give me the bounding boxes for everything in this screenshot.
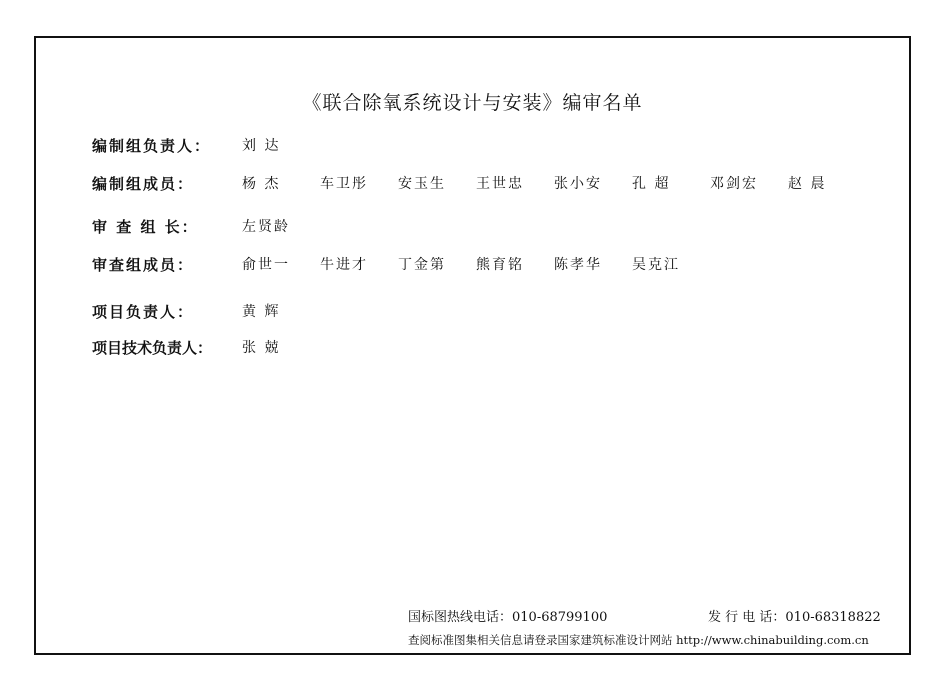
names-list: [242, 254, 710, 274]
names-list: [242, 301, 320, 321]
person-name: 丁金第: [398, 257, 446, 273]
person-name: 左贤龄: [242, 219, 290, 235]
person-name: 赵 晨: [788, 176, 827, 192]
person-name: 陈孝华: [554, 257, 602, 273]
role-label: 项目技术负责人：: [92, 338, 213, 357]
names-list: [242, 135, 320, 155]
page-frame: [34, 36, 911, 655]
row-editors: [92, 172, 866, 194]
person-name: 安玉生: [398, 176, 446, 192]
person-name: 吴克江: [632, 257, 680, 273]
person-name: 杨 杰: [242, 176, 281, 192]
row-review-leader: [92, 215, 320, 237]
person-name: 刘 达: [242, 138, 281, 154]
row-reviewers: [92, 253, 710, 275]
person-name: 张小安: [554, 176, 602, 192]
footer-phones: [408, 606, 881, 625]
person-name: 张 兢: [242, 340, 281, 356]
row-project-lead: [92, 300, 320, 322]
person-name: 孔 超: [632, 176, 671, 192]
role-label: 审 查 组 长：: [92, 217, 199, 236]
row-technical-lead: [92, 336, 320, 358]
role-label: 编制组负责人：: [92, 136, 212, 155]
footer-website-note: 查阅标准图集相关信息请登录国家建筑标准设计网站 http://www.chinabuilding.com.cn: [408, 633, 869, 647]
names-list: [242, 216, 320, 236]
person-name: 俞世一: [242, 257, 290, 273]
person-name: 熊育铭: [476, 257, 524, 273]
names-list: [242, 337, 320, 357]
person-name: 牛进才: [320, 257, 368, 273]
person-name: 王世忠: [476, 176, 524, 192]
role-label: 项目负责人：: [92, 302, 195, 321]
role-label: 编制组成员：: [92, 174, 195, 193]
person-name: 黄 辉: [242, 304, 281, 320]
person-name: 邓剑宏: [710, 176, 758, 192]
row-chief-editor: [92, 134, 320, 156]
document-title: 《联合除氧系统设计与安装》编审名单: [302, 92, 643, 114]
hotline-phone: 国标图热线电话：010-68799100: [408, 610, 608, 625]
person-name: 车卫彤: [320, 176, 368, 192]
role-label: 审查组成员：: [92, 255, 195, 274]
issue-phone: 发 行 电 话：010-68318822: [708, 610, 881, 625]
names-list: [242, 173, 866, 193]
